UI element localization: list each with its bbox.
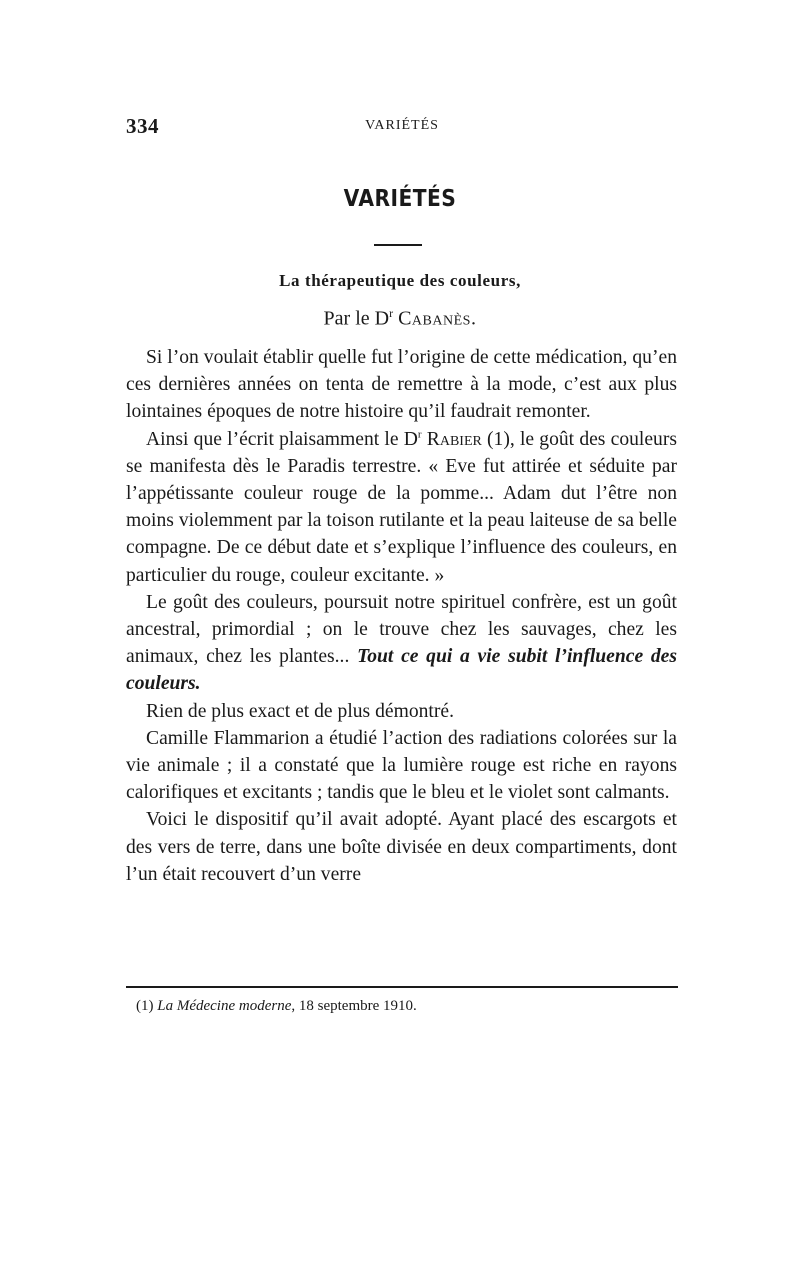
running-title: VARIÉTÉS	[365, 118, 439, 133]
paragraph-2	[126, 426, 677, 589]
footnote-journal: La Médecine moderne	[157, 998, 292, 1014]
paragraph-6: Voici le dispositif qu’il avait adopté. Ayant placé des escargots et des vers de terre, dans une boîte divisée en deux compartiments, dont l’un était recouvert d’un verre	[126, 809, 677, 885]
paragraph-2-start: Ainsi que l’écrit plaisamment le D	[146, 428, 418, 450]
paragraph-2-rest: (1), le goût des couleurs se manifesta dès le Paradis terrestre. « Eve fut attirée et séduite par l’appétissante couleur rouge de la pomme... Adam dut l’être non moins violemment par la toison rutilante et la peau laiteuse de sa belle compagne. De ce début date et s’explique l’influence des couleurs, en particulier du rouge, couleur excitante. »	[126, 428, 678, 586]
footnote-marker: (1)	[136, 998, 158, 1014]
article-body	[126, 344, 677, 888]
cited-author: Rabier	[426, 428, 482, 450]
paragraph-3-start: Le goût des couleurs, poursuit notre spirituel confrère, est un goût ancestral, primordial ; on le trouve chez les sauvages, chez les animaux, chez les plantes...	[126, 591, 677, 668]
paragraph-1: Si l’on voulait établir quelle fut l’origine de cette médication, qu’en ces dernières années on tenta de remettre à la mode, c’est aux plus lointaines époques de notre histoire qu’il faudrait remonter.	[126, 347, 677, 423]
paragraph-4: Rien de plus exact et de plus démontré.	[146, 700, 454, 722]
byline-prefix: Par le D	[323, 307, 390, 330]
page-number: 334	[126, 114, 159, 138]
byline	[0, 306, 800, 331]
paragraph-3	[126, 589, 677, 698]
paragraph-3-italic: Tout ce qui a vie subit l’influence des couleurs.	[126, 646, 677, 695]
running-head	[126, 114, 678, 138]
footnote-date: , 18 septembre 1910.	[291, 998, 417, 1014]
footnote	[136, 997, 676, 1015]
byline-superscript: r	[389, 306, 394, 320]
paragraph-2-superscript: r	[417, 428, 422, 441]
article-title: La thérapeutique des couleurs,	[279, 271, 521, 290]
section-title: VARIÉTÉS	[343, 186, 457, 212]
footnote-divider	[126, 986, 678, 988]
title-divider	[374, 244, 422, 246]
byline-author: Cabanès.	[398, 307, 477, 330]
paragraph-5: Camille Flammarion a étudié l’action des radiations colorées sur la vie animale ; il a constaté que la lumière rouge est riche en rayons calorifiques et excitants ; tandis que le bleu et le violet sont calmants.	[126, 727, 677, 804]
